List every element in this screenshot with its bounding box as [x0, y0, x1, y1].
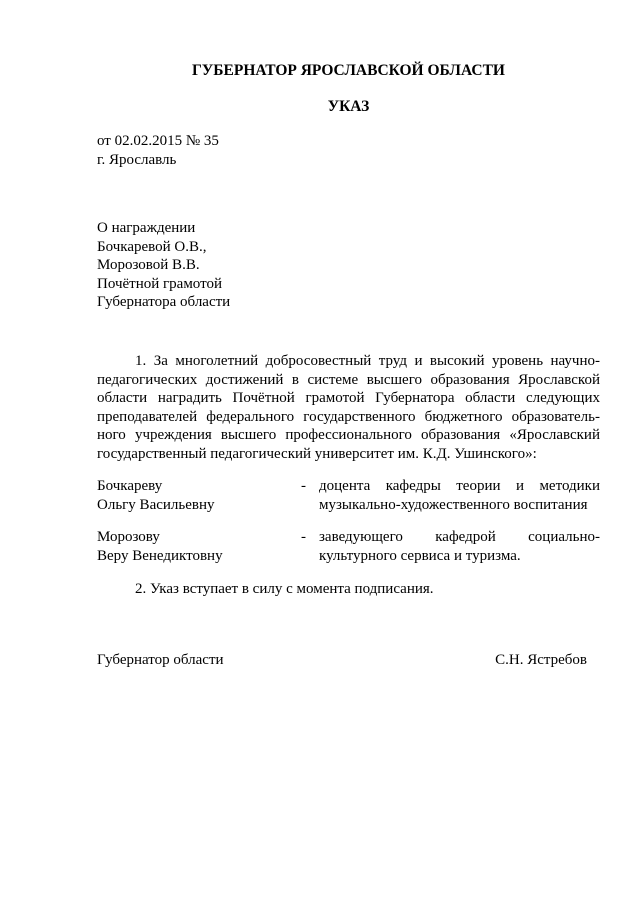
- document-meta: [97, 132, 397, 169]
- document-subject: [97, 219, 417, 312]
- awardee-role-line: культурного сервиса и туризма.: [319, 547, 521, 564]
- awardee-surname: Морозову: [97, 529, 160, 545]
- issuing-authority-heading: ГУБЕРНАТОР ЯРОСЛАВСКОЙ ОБЛАСТИ: [192, 62, 505, 79]
- awardee-dash: -: [301, 478, 306, 494]
- awardee-dash: -: [301, 529, 306, 545]
- decree-item-2: 2. Указ вступает в силу с момента подписания.: [135, 581, 434, 597]
- awardee-given-names: Веру Венедиктовну: [97, 547, 223, 564]
- document-type-heading: УКАЗ: [327, 98, 370, 115]
- date-number-line: от 02.02.2015 № 35: [97, 133, 219, 149]
- subject-line: Почётной грамотой: [97, 275, 222, 292]
- awardee-role-line: заведующего кафедрой социально-: [319, 529, 600, 545]
- subject-line: Бочкаревой О.В.,: [97, 238, 207, 255]
- awardee-name: [97, 477, 297, 514]
- decree-item-1: 1. За многолетний добросовестный труд и высокий уровень научно-педагогических достижений в системе высшего образования Ярославской области наградить Почётной грамотой Губернатора области следующих преподавателей федерального государственного бюджетного образователь-ного учреждения высшего профессионального образования «Ярославский государственный педагогический университет им. К.Д. Ушинского»:: [97, 353, 600, 462]
- awardee-role: [319, 528, 600, 565]
- city-line: г. Ярославль: [97, 151, 177, 168]
- subject-line: О награждении: [97, 220, 196, 236]
- signer-position: Губернатор области: [97, 652, 224, 668]
- awardee-name: [97, 528, 297, 565]
- awardee-given-names: Ольгу Васильевну: [97, 496, 215, 513]
- awardee-role-line: музыкально-художественного воспитания: [319, 496, 588, 513]
- awardee-role: [319, 477, 600, 514]
- subject-line: Морозовой В.В.: [97, 257, 200, 274]
- awardee-surname: Бочкареву: [97, 478, 163, 494]
- subject-line: Губернатора области: [97, 294, 231, 311]
- awardee-role-line: доцента кафедры теории и методики: [319, 478, 600, 494]
- signer-name: С.Н. Ястребов: [495, 652, 587, 668]
